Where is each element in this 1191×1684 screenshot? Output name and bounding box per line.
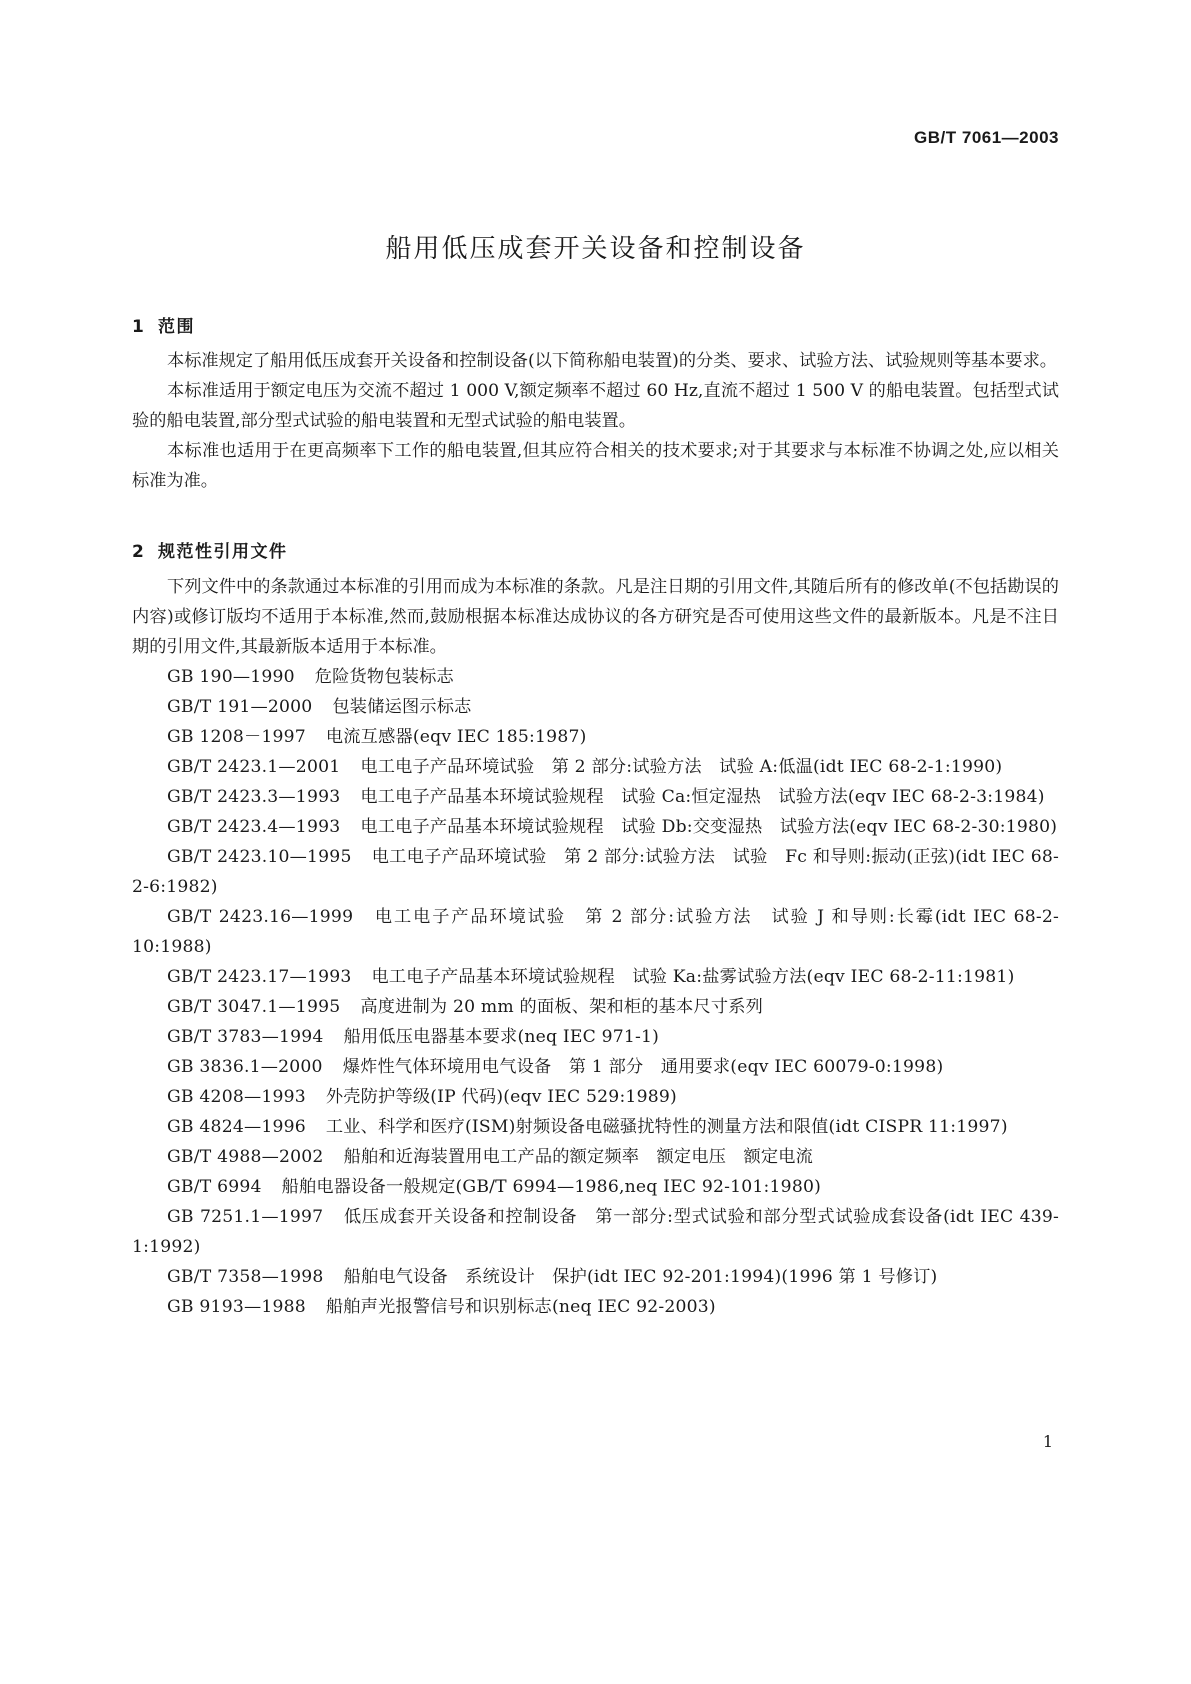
- reference-code: GB 4208—1993: [167, 1087, 306, 1107]
- reference-item: [132, 722, 1059, 752]
- reference-item: [132, 902, 1059, 962]
- reference-title: 电流互感器(eqv IEC 185:1987): [325, 727, 587, 747]
- reference-title: 包装储运图示标志: [332, 697, 472, 717]
- reference-code: GB/T 191—2000: [167, 697, 313, 717]
- standard-number: GB/T 7061—2003: [914, 128, 1059, 147]
- reference-item: [132, 1082, 1059, 1112]
- section-number: 1: [132, 317, 144, 337]
- paragraph: 下列文件中的条款通过本标准的引用而成为本标准的条款。凡是注日期的引用文件,其随后所有的修改单(不包括勘误的内容)或修订版均不适用于本标准,然而,鼓励根据本标准达成协议的各方研究是否可使用这些文件的最新版本。凡是不注日期的引用文件,其最新版本适用于本标准。: [132, 577, 1059, 657]
- reference-code: GB 9193—1988: [167, 1297, 306, 1317]
- reference-item: [132, 1112, 1059, 1142]
- reference-item: [132, 1262, 1059, 1292]
- section-title: 范围: [158, 317, 195, 337]
- reference-title: 外壳防护等级(IP 代码)(eqv IEC 529:1989): [325, 1087, 677, 1107]
- reference-list: [132, 662, 1059, 1322]
- reference-item: [132, 752, 1059, 782]
- reference-code: GB/T 3783—1994: [167, 1027, 324, 1047]
- reference-item: [132, 962, 1059, 992]
- reference-title: 电工电子产品基本环境试验规程 试验 Ca:恒定湿热 试验方法(eqv IEC 68-2-3:1984): [360, 787, 1045, 807]
- reference-item: [132, 662, 1059, 692]
- reference-title: 爆炸性气体环境用电气设备 第 1 部分 通用要求(eqv IEC 60079-0:1998): [342, 1057, 944, 1077]
- paragraph: 本标准也适用于在更高频率下工作的船电装置,但其应符合相关的技术要求;对于其要求与本标准不协调之处,应以相关标准为准。: [132, 441, 1059, 491]
- reference-title: 船舶电气设备 系统设计 保护(idt IEC 92-201:1994)(1996 第 1 号修订): [343, 1267, 938, 1287]
- reference-item: [132, 812, 1059, 842]
- reference-code: GB/T 4988—2002: [167, 1147, 324, 1167]
- reference-title: 船舶电器设备一般规定(GB/T 6994—1986,neq IEC 92-101:1980): [281, 1177, 821, 1197]
- section-number: 2: [132, 542, 144, 562]
- page-number: 1: [1042, 1432, 1053, 1451]
- reference-code: GB/T 6994: [167, 1177, 262, 1197]
- reference-code: GB 4824—1996: [167, 1117, 306, 1137]
- reference-item: [132, 1022, 1059, 1052]
- reference-title: 电工电子产品基本环境试验规程 试验 Ka:盐雾试验方法(eqv IEC 68-2-11:1981): [371, 967, 1015, 987]
- reference-item: [132, 1052, 1059, 1082]
- reference-code: GB/T 2423.17—1993: [167, 967, 352, 987]
- reference-code: GB/T 2423.10—1995: [167, 847, 352, 867]
- section-title: 规范性引用文件: [158, 542, 288, 562]
- document-title: 船用低压成套开关设备和控制设备: [385, 234, 806, 264]
- reference-code: GB/T 3047.1—1995: [167, 997, 341, 1017]
- reference-title: 电工电子产品环境试验 第 2 部分:试验方法 试验 Fc 和导则:振动(正弦)(idt IEC 68-2-6:1982): [132, 847, 1060, 897]
- reference-item: [132, 1292, 1059, 1322]
- reference-title: 船用低压电器基本要求(neq IEC 971-1): [343, 1027, 660, 1047]
- reference-title: 高度进制为 20 mm 的面板、架和柜的基本尺寸系列: [360, 997, 763, 1017]
- reference-code: GB/T 2423.1—2001: [167, 757, 341, 777]
- reference-code: GB/T 2423.3—1993: [167, 787, 341, 807]
- reference-item: [132, 992, 1059, 1022]
- paragraph: 本标准适用于额定电压为交流不超过 1 000 V,额定频率不超过 60 Hz,直流不超过 1 500 V 的船电装置。包括型式试验的船电装置,部分型式试验的船电装置和无型式试验的船电装置。: [132, 381, 1059, 431]
- reference-item: [132, 1142, 1059, 1172]
- reference-code: GB 190—1990: [167, 667, 295, 687]
- reference-code: GB/T 7358—1998: [167, 1267, 324, 1287]
- reference-item: [132, 782, 1059, 812]
- reference-title: 低压成套开关设备和控制设备 第一部分:型式试验和部分型式试验成套设备(idt IEC 439-1:1992): [132, 1207, 1059, 1257]
- paragraph: 本标准规定了船用低压成套开关设备和控制设备(以下简称船电装置)的分类、要求、试验方法、试验规则等基本要求。: [167, 351, 1057, 371]
- reference-title: 工业、科学和医疗(ISM)射频设备电磁骚扰特性的测量方法和限值(idt CISPR 11:1997): [325, 1117, 1008, 1137]
- reference-item: [132, 842, 1059, 902]
- section-2-heading: [132, 537, 288, 562]
- reference-title: 危险货物包装标志: [314, 667, 454, 687]
- section-1-heading: [132, 312, 195, 337]
- reference-title: 电工电子产品环境试验 第 2 部分:试验方法 试验 J 和导则:长霉(idt IEC 68-2-10:1988): [132, 907, 1059, 957]
- section-1-body: [132, 346, 1059, 496]
- reference-code: GB 3836.1—2000: [167, 1057, 323, 1077]
- reference-code: GB/T 2423.4—1993: [167, 817, 341, 837]
- reference-title: 电工电子产品环境试验 第 2 部分:试验方法 试验 A:低温(idt IEC 68-2-1:1990): [360, 757, 1003, 777]
- reference-title: 电工电子产品基本环境试验规程 试验 Db:交变湿热 试验方法(eqv IEC 68-2-30:1980): [360, 817, 1058, 837]
- reference-item: [132, 1202, 1059, 1262]
- reference-code: GB 1208－1997: [167, 727, 306, 747]
- section-2-body: [132, 572, 1059, 1322]
- reference-item: [132, 1172, 1059, 1202]
- reference-item: [132, 692, 1059, 722]
- reference-code: GB 7251.1—1997: [167, 1207, 324, 1227]
- reference-title: 船舶和近海装置用电工产品的额定频率 额定电压 额定电流: [343, 1147, 814, 1167]
- reference-code: GB/T 2423.16—1999: [167, 907, 354, 927]
- reference-title: 船舶声光报警信号和识别标志(neq IEC 92-2003): [325, 1297, 716, 1317]
